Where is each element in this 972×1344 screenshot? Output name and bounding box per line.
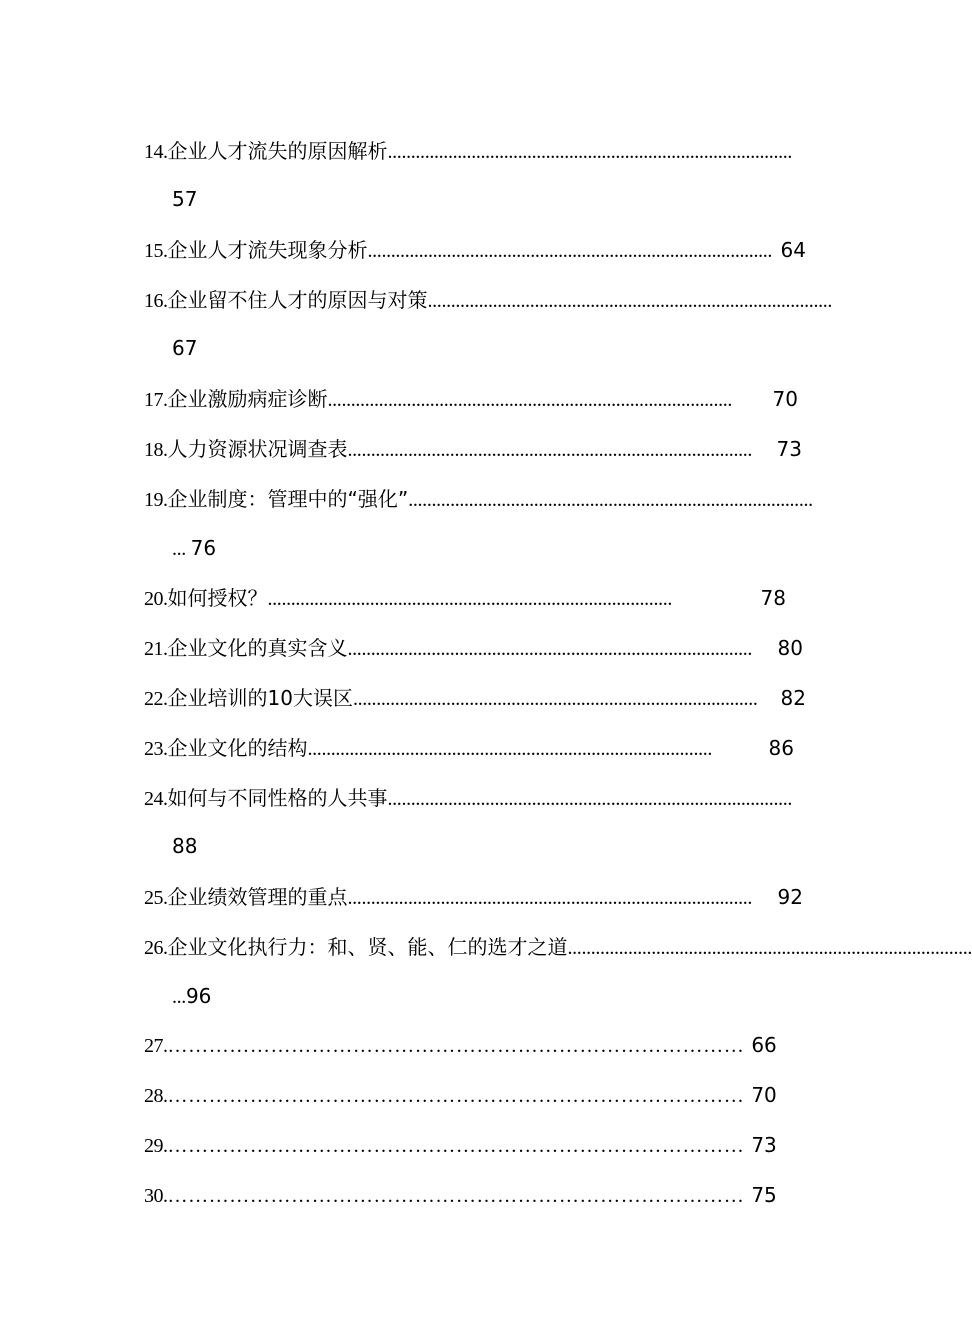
toc-entry-15[interactable]: [144, 235, 806, 265]
toc-title: 企业人才流失的原因解析: [167, 139, 388, 163]
toc-entry-24[interactable]: [144, 783, 806, 813]
toc-title: 企业文化的结构: [167, 736, 308, 760]
toc-page-number: 92: [777, 885, 803, 909]
toc-number: 14.: [144, 141, 168, 163]
toc-entry-14-page-line: [172, 184, 197, 214]
toc-number: 27.: [144, 1035, 168, 1057]
toc-number: 22.: [144, 688, 168, 710]
toc-entry-21[interactable]: [144, 633, 803, 663]
toc-number: 28.: [144, 1085, 168, 1107]
toc-number: 30.: [144, 1185, 168, 1207]
toc-entry-26-page-line: [172, 981, 211, 1011]
toc-title: 如何与不同性格的人共事: [167, 786, 388, 810]
toc-leader: .......................................................................................: [307, 738, 713, 760]
toc-title: 企业人才流失现象分析: [167, 238, 368, 262]
toc-number: 15.: [144, 240, 168, 262]
toc-title: 企业文化执行力：和、贤、能、仁的选才之道: [167, 935, 568, 959]
toc-leader: .......................................................................................: [408, 489, 813, 511]
toc-leader: .......................................................................................: [347, 638, 753, 660]
toc-page-number: 80: [777, 636, 803, 660]
toc-title: 企业文化的真实含义: [167, 636, 348, 660]
toc-page-number: 57: [172, 187, 198, 211]
toc-number: 20.: [144, 588, 168, 610]
toc-number: 23.: [144, 738, 168, 760]
toc-title: 企业激励病症诊断: [167, 387, 328, 411]
toc-leader: ...: [172, 986, 186, 1008]
toc-entry-26[interactable]: [144, 932, 972, 962]
toc-title: 企业留不住人才的原因与对策: [167, 288, 428, 312]
toc-number: 25.: [144, 887, 168, 909]
toc-number: 19.: [144, 489, 168, 511]
toc-page-number: 82: [780, 686, 806, 710]
toc-leader: ...: [172, 538, 191, 560]
toc-entry-19-page-line: [172, 533, 216, 563]
toc-number: 16.: [144, 290, 168, 312]
toc-leader: .......................................................................................: [327, 389, 733, 411]
toc-title: 如何授权？: [167, 586, 268, 610]
toc-number: 24.: [144, 788, 168, 810]
toc-entry-18[interactable]: [144, 434, 802, 464]
toc-page-number: 70: [751, 1083, 777, 1107]
toc-leader: .......................................................................................: [567, 937, 972, 959]
toc-leader: .......................................................................................: [352, 688, 758, 710]
toc-number: 21.: [144, 638, 168, 660]
toc-leader: .......................................................................................: [367, 240, 773, 262]
toc-page-number: 64: [780, 238, 806, 262]
toc-page-number: 73: [751, 1133, 777, 1157]
toc-entry-30[interactable]: [144, 1180, 777, 1210]
toc-number: 26.: [144, 937, 168, 959]
toc-leader: .......................................................................................: [427, 290, 833, 312]
toc-page-number: 88: [172, 834, 198, 858]
toc-entry-16[interactable]: [144, 285, 833, 315]
toc-page-number: 67: [172, 336, 198, 360]
toc-page-number: 96: [185, 984, 212, 1008]
toc-page-number: 73: [776, 437, 802, 461]
toc-leader: .......................................................................................: [347, 887, 753, 909]
toc-leader: .......................................................................................: [347, 439, 753, 461]
toc-entry-16-page-line: [172, 333, 197, 363]
toc-leader: .......................................................................................: [387, 141, 793, 163]
toc-entry-24-page-line: [172, 831, 197, 861]
toc-page-number: 76: [190, 536, 217, 560]
toc-page-number: 66: [751, 1033, 777, 1057]
toc-leader: …………………………………………………………………………: [167, 1185, 745, 1207]
toc-leader: .......................................................................................: [387, 788, 793, 810]
toc-title: 企业制度：管理中的“强化”: [167, 487, 409, 511]
toc-entry-25[interactable]: [144, 882, 803, 912]
toc-title: 企业培训的10大误区: [167, 686, 353, 710]
toc-leader: …………………………………………………………………………: [167, 1135, 745, 1157]
toc-entry-23[interactable]: [144, 733, 794, 763]
toc-number: 17.: [144, 389, 168, 411]
toc-number: 18.: [144, 439, 168, 461]
toc-page-number: 78: [760, 586, 786, 610]
toc-entry-29[interactable]: [144, 1130, 777, 1160]
toc-entry-22[interactable]: [144, 683, 806, 713]
toc-number: 29.: [144, 1135, 168, 1157]
toc-entry-20[interactable]: [144, 583, 786, 613]
toc-title: 企业绩效管理的重点: [167, 885, 348, 909]
toc-entry-28[interactable]: [144, 1080, 777, 1110]
toc-page-number: 75: [751, 1183, 777, 1207]
toc-entry-14[interactable]: [144, 136, 806, 166]
toc-page-number: 86: [768, 736, 794, 760]
toc-page-number: 70: [772, 387, 798, 411]
toc-leader: …………………………………………………………………………: [167, 1085, 745, 1107]
toc-entry-27[interactable]: [144, 1030, 777, 1060]
toc-entry-19[interactable]: [144, 484, 813, 514]
toc-entry-17[interactable]: [144, 384, 798, 414]
toc-leader: .......................................................................................: [267, 588, 673, 610]
toc-title: 人力资源状况调查表: [167, 437, 348, 461]
toc-leader: …………………………………………………………………………: [167, 1035, 745, 1057]
